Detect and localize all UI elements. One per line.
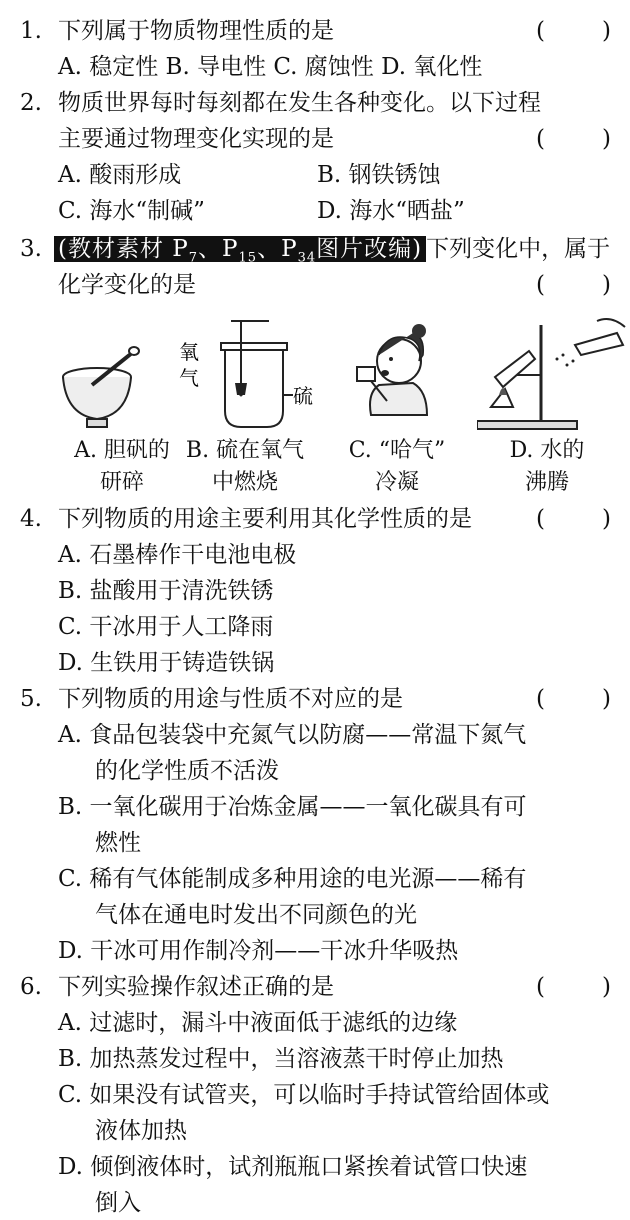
question-stem: 下列物质的用途主要利用其化学性质的是 — [58, 506, 472, 532]
source-tag: (教材素材 $P_7$、$P_{15}$、$P_{34}$图片改编) — [54, 236, 426, 262]
figure-caption: B. 硫在氧气 中燃烧 — [185, 438, 305, 495]
question-number: 4. — [20, 506, 42, 532]
answer-paren-right: ) — [602, 18, 611, 44]
answer-paren-right: ) — [602, 126, 611, 152]
answer-paren-left: ( — [536, 126, 545, 152]
question-number: 2. — [20, 90, 42, 116]
figure-c — [327, 305, 467, 505]
svg-text:氧: 氧 — [179, 340, 199, 364]
boiling-water-flask-icon — [477, 315, 627, 435]
mortar-pestle-icon — [52, 315, 192, 435]
svg-text:气: 气 — [179, 366, 199, 390]
question-number: 1. — [20, 18, 42, 44]
option-a: A. 酸雨形成 — [58, 162, 182, 188]
figure-caption: D. 水的 沸腾 — [509, 438, 585, 495]
figure-row — [52, 305, 622, 505]
option-row: A. 稳定性 B. 导电性 C. 腐蚀性 D. 氧化性 — [58, 54, 483, 80]
answer-paren-left: ( — [536, 18, 545, 44]
question-number: 5. — [20, 686, 42, 712]
option-d: D. 海水“晒盐” — [317, 198, 465, 224]
question-stem: 物质世界每时每刻都在发生各种变化。以下过程 — [58, 90, 541, 116]
question-number: 6. — [20, 974, 42, 1000]
answer-paren-left: ( — [536, 506, 545, 532]
figure-a — [52, 305, 192, 505]
option-b: B. 钢铁锈蚀 — [317, 162, 441, 188]
question-number: 3. — [20, 236, 42, 262]
figure-caption: C. “哈气” 冷凝 — [348, 438, 446, 495]
figure-b — [175, 305, 315, 505]
question-stem: 下列物质的用途与性质不对应的是 — [58, 686, 403, 712]
girl-breathing-glass-icon — [327, 315, 467, 435]
answer-paren-left: ( — [536, 686, 545, 712]
question-stem: 化学变化的是 — [58, 272, 196, 298]
question-stem: (教材素材 $P_7$、$P_{15}$、$P_{34}$图片改编) 下列变化中，属于 — [54, 232, 610, 276]
answer-paren-right: ) — [602, 272, 611, 298]
question-stem: 主要通过物理变化实现的是 — [58, 126, 334, 152]
option-c: C. 海水“制碱” — [58, 198, 205, 224]
question-stem: 下列实验操作叙述正确的是 — [58, 974, 334, 1000]
figure-caption: A. 胆矾的 研碎 — [74, 438, 170, 495]
answer-paren-right: ) — [602, 974, 611, 1000]
answer-paren-right: ) — [602, 506, 611, 532]
answer-paren-left: ( — [536, 272, 545, 298]
sulfur-burning-jar-icon — [175, 315, 315, 435]
question-stem: 下列属于物质物理性质的是 — [58, 18, 334, 44]
answer-paren-left: ( — [536, 974, 545, 1000]
figure-d — [477, 305, 617, 505]
svg-text:硫: 硫 — [293, 384, 313, 408]
answer-paren-right: ) — [602, 686, 611, 712]
